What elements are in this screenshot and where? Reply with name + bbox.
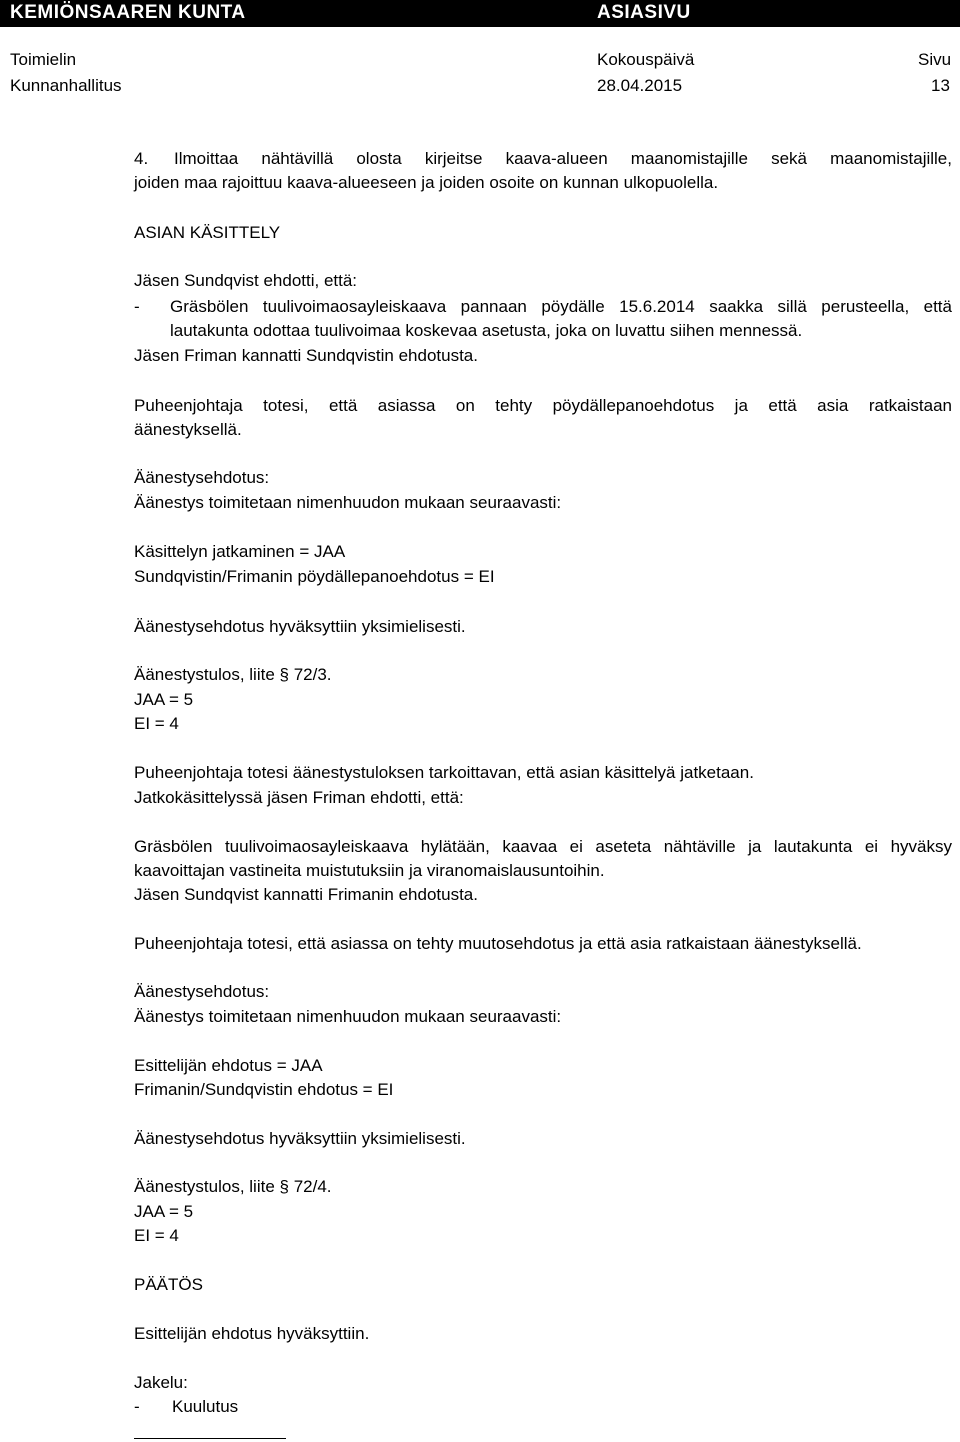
section-heading-asian-kasittely: ASIAN KÄSITTELY — [134, 223, 281, 242]
paragraph-sundqvist-support: Jäsen Sundqvist kannatti Frimanin ehdotusta. — [134, 885, 478, 904]
paragraph-sundqvist-proposal: Jäsen Sundqvist ehdotti, että: — [134, 271, 358, 290]
vote1-ei: EI = 4 — [134, 714, 179, 733]
dash-item-proposal — [134, 295, 952, 343]
distribution-label: Jakelu: — [134, 1373, 188, 1392]
paragraph-rejection-line-2: kaavoittajan vastineita muistutuksiin ja viranomaislausuntoihin. — [134, 861, 605, 880]
dash-bullet: - — [134, 297, 140, 316]
col2-label: Kokouspäivä — [597, 50, 695, 69]
vote2-accepted: Äänestysehdotus hyväksyttiin yksimielisesti. — [134, 1129, 466, 1148]
paragraph-chair-1-line-2: äänestyksellä. — [134, 420, 242, 439]
distribution-dash: - — [134, 1397, 140, 1416]
numbered-item-4 — [134, 147, 952, 195]
dash-line-1: Gräsbölen tuulivoimaosayleiskaava pannaan pöydälle 15.6.2014 saakka sillä perusteella, että — [170, 297, 952, 316]
vote2-jaa: JAA = 5 — [134, 1202, 194, 1221]
vote2-intro: Äänestys toimitetaan nimenhuudon mukaan seuraavasti: — [134, 1007, 562, 1026]
paragraph-chair-1-line-1: Puheenjohtaja totesi, että asiassa on tehty pöydällepanoehdotus ja että asia ratkaistaan — [134, 396, 952, 415]
paragraph-friman-support: Jäsen Friman kannatti Sundqvistin ehdotusta. — [134, 346, 478, 365]
paragraph-chair-3: Puheenjohtaja totesi, että asiassa on tehty muutosehdotus ja että asia ratkaistaan äänestyksellä. — [134, 934, 862, 953]
header-bar — [0, 0, 960, 27]
vote1-result: Äänestystulos, liite § 72/3. — [134, 665, 332, 684]
vote2-ei: EI = 4 — [134, 1226, 179, 1245]
col3-value: 13 — [931, 76, 950, 95]
vote1-option-2: Sundqvistin/Frimanin pöydällepanoehdotus = EI — [134, 567, 495, 586]
org-name: KEMIÖNSAAREN KUNTA — [10, 2, 246, 23]
vote2-option-1: Esittelijän ehdotus = JAA — [134, 1056, 323, 1075]
vote1-jaa: JAA = 5 — [134, 690, 194, 709]
dash-line-2: lautakunta odottaa tuulivoimaa koskevaa asetusta, joka on luvattu siihen mennessä. — [170, 321, 803, 340]
decision-text: Esittelijän ehdotus hyväksyttiin. — [134, 1324, 370, 1343]
vote1-intro: Äänestys toimitetaan nimenhuudon mukaan seuraavasti: — [134, 493, 562, 512]
vote1-accepted: Äänestysehdotus hyväksyttiin yksimielisesti. — [134, 617, 466, 636]
item-line-1: Ilmoittaa nähtävillä olosta kirjeitse kaava-alueen maanomistajille sekä maanomistajille, — [174, 149, 952, 168]
vote1-option-1: Käsittelyn jatkaminen = JAA — [134, 542, 346, 561]
distribution-item: Kuulutus — [172, 1397, 239, 1416]
section-heading-paatos: PÄÄTÖS — [134, 1275, 203, 1294]
item-line-2: joiden maa rajoittuu kaava-alueeseen ja joiden osoite on kunnan ulkopuolella. — [134, 173, 719, 192]
paragraph-friman-proposal: Jatkokäsittelyssä jäsen Friman ehdotti, että: — [134, 788, 464, 807]
item-number: 4. — [134, 149, 149, 168]
signature-underline — [134, 1438, 286, 1439]
doc-type: ASIASIVU — [597, 2, 691, 23]
paragraph-chair-2: Puheenjohtaja totesi äänestystuloksen tarkoittavan, että asian käsittelyä jatketaan. — [134, 763, 754, 782]
col1-label: Toimielin — [10, 50, 77, 69]
col1-value: Kunnanhallitus — [10, 76, 122, 95]
vote2-option-2: Frimanin/Sundqvistin ehdotus = EI — [134, 1080, 394, 1099]
col3-label: Sivu — [918, 50, 952, 69]
vote1-title: Äänestysehdotus: — [134, 468, 270, 487]
paragraph-rejection-line-1: Gräsbölen tuulivoimaosayleiskaava hylätään, kaavaa ei aseteta nähtäville ja lautakunta ei hyväksy — [134, 837, 952, 856]
vote2-title: Äänestysehdotus: — [134, 982, 270, 1001]
col2-value: 28.04.2015 — [597, 76, 683, 95]
vote2-result: Äänestystulos, liite § 72/4. — [134, 1177, 332, 1196]
